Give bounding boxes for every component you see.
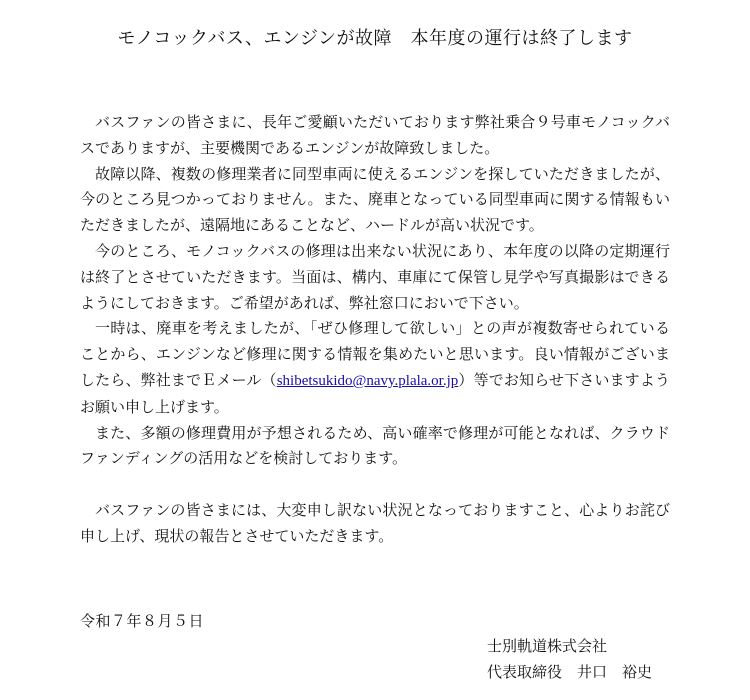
info-request-text-end: ）等でお知らせ下さいますようお願い申し上げます。 bbox=[80, 370, 670, 416]
paragraph-spacer bbox=[80, 472, 670, 498]
info-request-text-start: 一時は、廃車を考えましたが、「ぜひ修理して欲しい」との声が複数寄せられていることから、エンジンなど修理に関する情報を集めたいと思います。良い情報がございましたら、弊社までＥメール（ bbox=[80, 319, 670, 389]
paragraph-crowdfunding: また、多額の修理費用が予想されるため、高い確率で修理が可能となれば、クラウドファンディングの活用などを検討しております。 bbox=[80, 423, 670, 468]
paragraph-info-request bbox=[80, 316, 670, 420]
paragraph-search-status: 故障以降、複数の修理業者に同型車両に使えるエンジンを探していただきましたが、今のところ見つかっておりません。また、廃車となっている同型車両に関する情報もいただきましたが、遠隔地にあることなど、ハードルが高い状況です。 bbox=[80, 164, 670, 235]
paragraph-service-end: 今のところ、モノコックバスの修理は出来ない状況にあり、本年度の以降の定期運行は終了とさせていただきます。当面は、構内、車庫にて保管し見学や写真撮影はできるようにしておきます。ご希望があれば、弊社窓口においで下さい。 bbox=[80, 241, 670, 312]
paragraph-apology: バスファンの皆さまには、大変申し訳ない状況となっておりますこと、心よりお詫び申し上げ、現状の報告とさせていただきます。 bbox=[80, 500, 670, 545]
paragraph-greeting: バスファンの皆さまに、長年ご愛顧いただいております弊社乗合９号車モノコックバスでありますが、主要機関であるエンジンが故障致しました。 bbox=[80, 113, 670, 157]
representative-name: 代表取締役 井口 裕史 bbox=[487, 663, 653, 681]
email-link[interactable]: shibetsukido@navy.plala.or.jp bbox=[276, 372, 459, 389]
notice-date: 令和７年８月５日 bbox=[80, 612, 205, 630]
company-name: 士別軌道株式会社 bbox=[487, 637, 608, 655]
notice-title: モノコックバス、エンジンが故障 本年度の運行は終了します bbox=[117, 28, 633, 49]
notice-body bbox=[80, 110, 670, 550]
